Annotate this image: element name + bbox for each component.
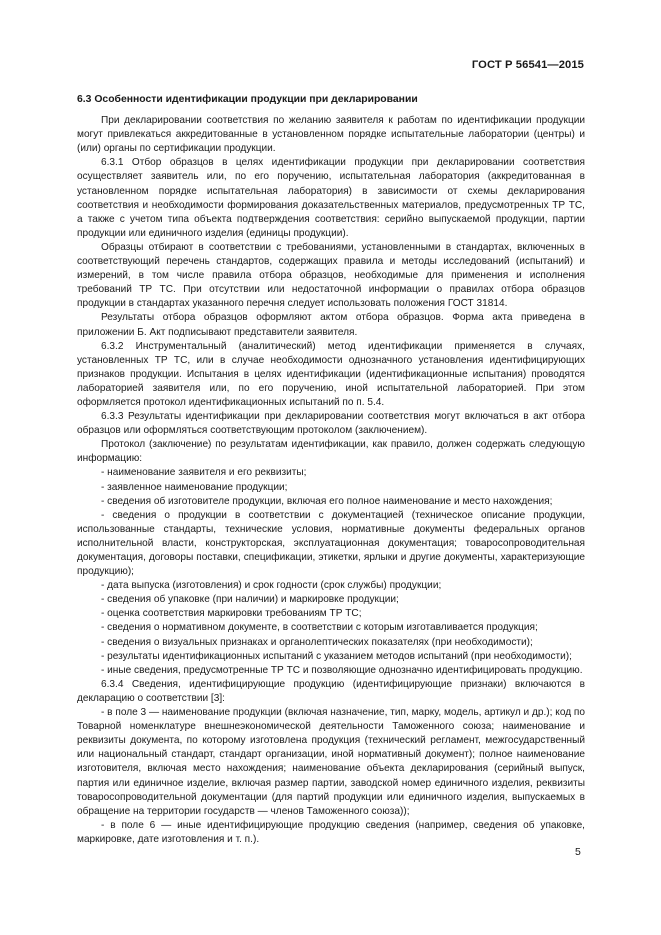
page-number: 5 [575,846,581,858]
list-item: - иные сведения, предусмотренные ТР ТС и позволяющие однозначно идентифицировать продукцию. [101,664,583,676]
paragraph: 6.3.1 Отбор образцов в целях идентификации продукции при декларировании соответствия осуществляет заявитель или, по его поручению, испытательная лаборатория (аккредитованная в установленном порядке испытательная лаборатория) в зависимости от схемы декларирования соответствия и необходимости формирования доказательственных материалов, предусмотренных ТР ТС, а также с учетом типа объекта подтверждения соответствия: серийно выпускаемой продукции, партии продукции или единичного изделия (единицы продукции). [77,157,585,239]
list-item: - сведения о продукции в соответствии с документацией (техническое описание продукции, использованные стандарты, технические условия, нормативные документы федеральных органов исполнительной власти, конструкторская, эксплуатационная документация; товаросопроводительная документация, договоры поставки, спецификации, этикетки, ярлыки и другие документы, характеризующие продукцию); [77,509,585,578]
list-item: - дата выпуска (изготовления) и срок годности (срок службы) продукции; [101,580,442,592]
list-item: - в поле 6 — иные идентифицирующие продукцию сведения (например, сведения об упаковке, маркировке, дате изготовления и т. п.). [77,819,585,845]
list-item: - сведения о нормативном документе, в соответствии с которым изготавливается продукция; [101,622,538,634]
list-item: - сведения о визуальных признаках и органолептических показателях (при необходимости); [101,636,533,648]
paragraph: 6.3.3 Результаты идентификации при декларировании соответствия могут включаться в акт отбора образцов или оформляться соответствующим протоколом (заключением). [77,411,585,437]
paragraph: Протокол (заключение) по результатам идентификации, как правило, должен содержать следующую информацию: [77,439,585,465]
list-item: - сведения об упаковке (при наличии) и маркировке продукции; [101,594,399,606]
list-item: - сведения об изготовителе продукции, включая его полное наименование и место нахождения; [101,495,553,507]
list-item: - в поле 3 — наименование продукции (включая назначение, тип, марку, модель, артикул и др.); код по Товарной номенклатуре внешнеэкономической деятельности Таможенного союза; наименование и реквизиты документа, по которому изготовлена продукция (технический регламент, межгосударственный или национальный стандарт, стандарт организации, иной нормативный документ); полное наименование изготовителя, включая место нахождения; наименование объекта декларирования (серийный выпуск, партия или единичное изделие, включая размер партии, заводской номер единичного изделия, реквизиты товаросопроводительной документации (для партий продукции или единичного изделия, выпускаемых в обращение на территории государств — членов Таможенного союза)); [77,707,585,817]
document-code-header: ГОСТ Р 56541—2015 [471,59,584,71]
section-title: 6.3 Особенности идентификации продукции при декларировании [77,94,418,105]
section-body [77,93,585,847]
list-item: - оценка соответствия маркировки требованиям ТР ТС; [101,608,362,620]
paragraph: Результаты отбора образцов оформляют актом отбора образцов. Форма акта приведена в приложении Б. Акт подписывают представители заявителя. [77,312,585,338]
paragraph: 6.3.2 Инструментальный (аналитический) метод идентификации применяется в случаях, установленных ТР ТС, или в случае необходимости однозначного установления идентифицирующих признаков продукции. Испытания в целях идентификации (идентификационные испытания) проводятся лабораторией заявителя или, по его поручению, иной испытательной лабораторией. При этом оформляется протокол идентификационных испытаний по п. 5.4. [77,340,585,408]
paragraph: Образцы отбирают в соответствии с требованиями, установленными в стандартах, включенных в соответствующий перечень стандартов, содержащих правила и методы исследований (испытаний) и измерений, в том числе правила отбора образцов, необходимые для применения и исполнения требований ТР ТС. При отсутствии или недостаточной информации о правилах отбора образцов продукции в стандартах указанного перечня следует использовать положения ГОСТ 31814. [77,241,585,310]
paragraph: При декларировании соответствия по желанию заявителя к работам по идентификации продукции могут привлекаться аккредитованные в установленном порядке испытательные лаборатории (центры) и (или) органы по сертификации продукции. [77,115,585,155]
list-item: - наименование заявителя и его реквизиты; [101,467,307,479]
paragraph: 6.3.4 Сведения, идентифицирующие продукцию (идентифицирующие признаки) включаются в декларацию о соответствии [3]: [77,678,585,704]
list-item: - заявленное наименование продукции; [101,481,288,493]
list-item: - результаты идентификационных испытаний с указанием методов испытаний (при необходимости); [101,650,572,662]
